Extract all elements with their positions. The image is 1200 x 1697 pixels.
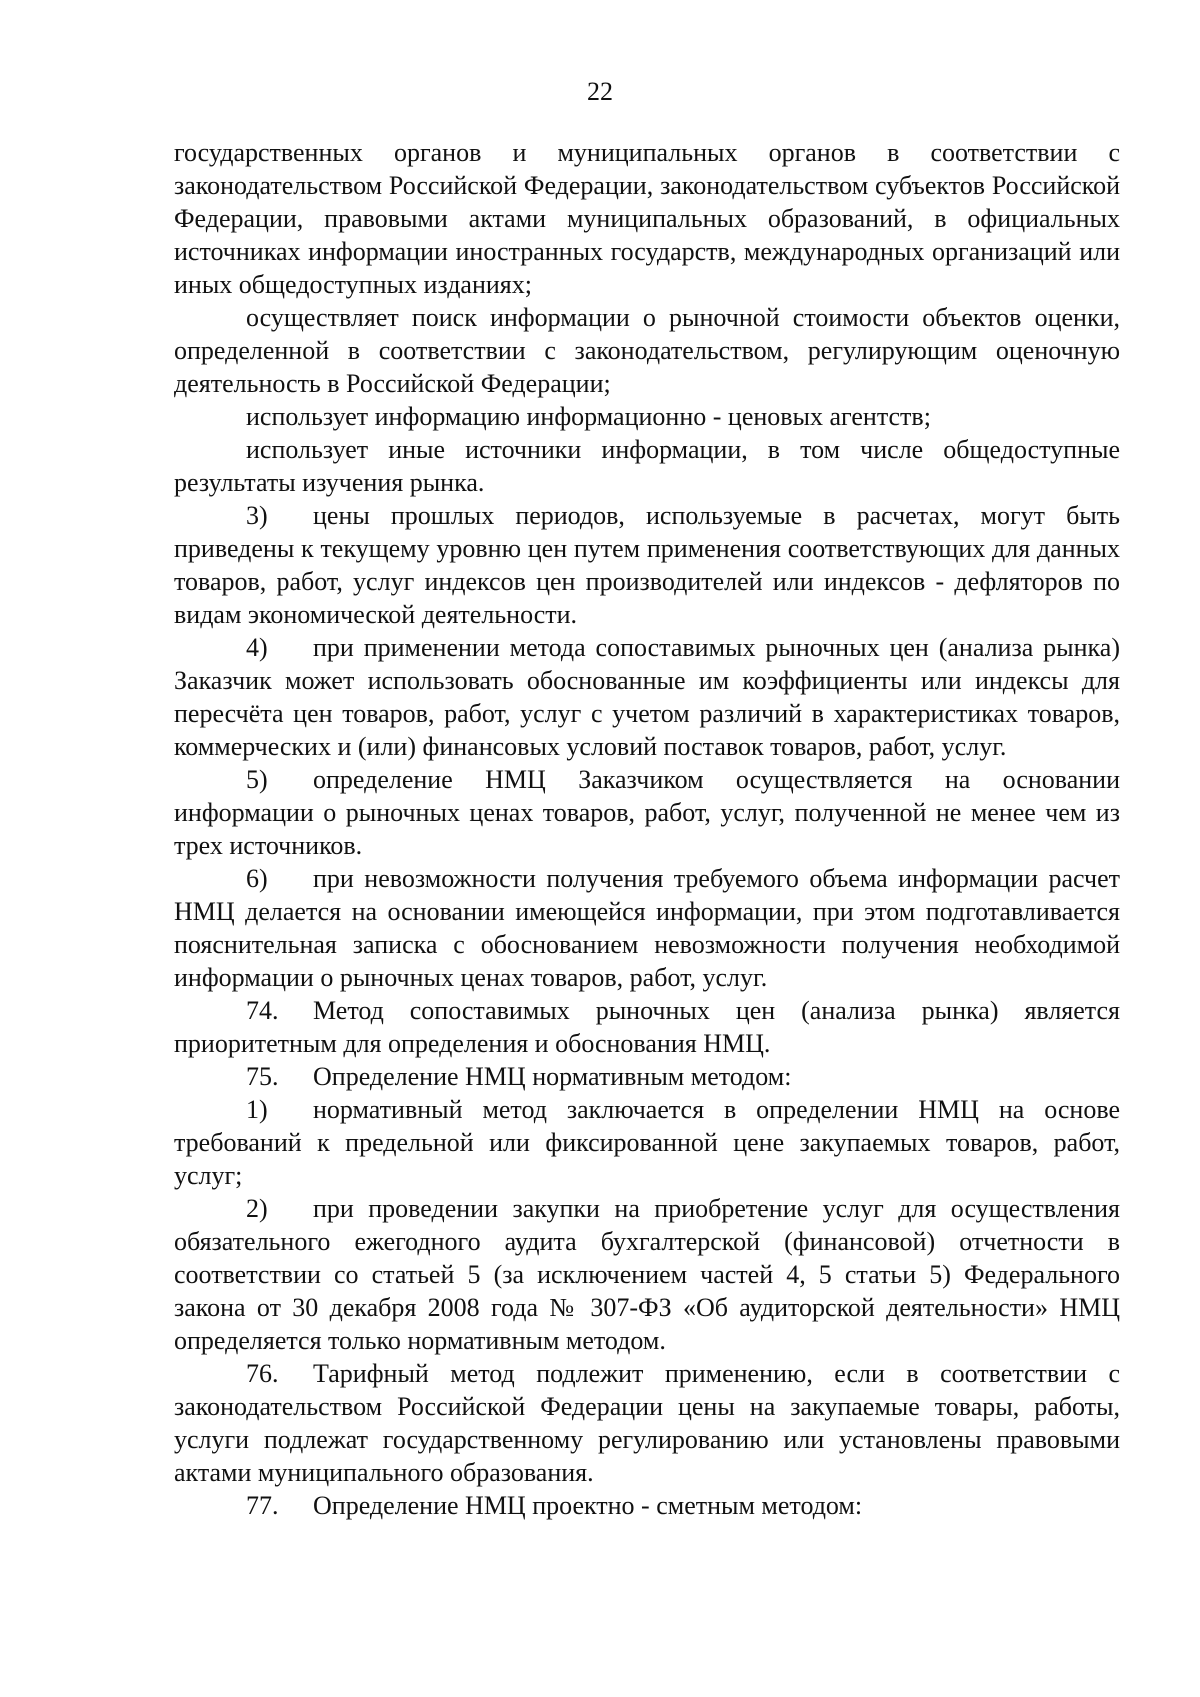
paragraph-continuation bbox=[174, 136, 1120, 301]
item-number: 74. bbox=[246, 996, 279, 1025]
numbered-paragraph bbox=[174, 1192, 1120, 1357]
page-number: 22 bbox=[587, 77, 613, 106]
paragraph-text: при невозможности получения требуемого объема информации расчет НМЦ делается на основании имеющейся информации, при этом подготавливается пояснительная записка с обоснованием невозможности получения необходимой информации о рыночных ценах товаров, работ, услуг. bbox=[174, 864, 1120, 992]
item-number: 5) bbox=[246, 765, 268, 794]
numbered-paragraph bbox=[174, 1093, 1120, 1192]
numbered-paragraph bbox=[174, 763, 1120, 862]
numbered-paragraph bbox=[174, 499, 1120, 631]
paragraph-text: государственных органов и муниципальных органов в соответствии с законодательством Российской Федерации, законодательством субъектов Российской Федерации, правовыми актами муниципальных образований, в официальных источниках информации иностранных государств, международных организаций или иных общедоступных изданиях; bbox=[174, 138, 1120, 299]
numbered-paragraph bbox=[174, 1357, 1120, 1489]
paragraph-text: Определение НМЦ нормативным методом: bbox=[313, 1062, 792, 1091]
item-number: 77. bbox=[246, 1491, 279, 1520]
item-number: 1) bbox=[246, 1095, 268, 1124]
paragraph-text: использует информацию информационно - ценовых агентств; bbox=[246, 402, 931, 431]
document-body bbox=[174, 136, 1120, 1522]
numbered-paragraph bbox=[174, 1489, 1120, 1522]
numbered-paragraph bbox=[174, 631, 1120, 763]
numbered-paragraph bbox=[174, 1060, 1120, 1093]
paragraph-text: определение НМЦ Заказчиком осуществляется на основании информации о рыночных ценах товаров, работ, услуг, полученной не менее чем из трех источников. bbox=[174, 765, 1120, 860]
paragraph bbox=[174, 400, 1120, 433]
paragraph-text: при проведении закупки на приобретение услуг для осуществления обязательного ежегодного аудита бухгалтерской (финансовой) отчетности в соответствии со статьей 5 (за исключением частей 4, 5 статьи 5) Федерального закона от 30 декабря 2008 года № 307-ФЗ «Об аудиторской деятельности» НМЦ определяется только нормативным методом. bbox=[174, 1194, 1120, 1355]
paragraph-text: Тарифный метод подлежит применению, если в соответствии с законодательством Российской Федерации цены на закупаемые товары, работы, услуги подлежат государственному регулированию или установлены правовыми актами муниципального образования. bbox=[174, 1359, 1120, 1487]
numbered-paragraph bbox=[174, 862, 1120, 994]
paragraph-text: цены прошлых периодов, используемые в расчетах, могут быть приведены к текущему уровню цен путем применения соответствующих для данных товаров, работ, услуг индексов цен производителей или индексов - дефляторов по видам экономической деятельности. bbox=[174, 501, 1120, 629]
item-number: 3) bbox=[246, 501, 268, 530]
paragraph-text: Метод сопоставимых рыночных цен (анализа рынка) является приоритетным для определения и обоснования НМЦ. bbox=[174, 996, 1120, 1058]
item-number: 75. bbox=[246, 1062, 279, 1091]
paragraph-text: использует иные источники информации, в том числе общедоступные результаты изучения рынка. bbox=[174, 435, 1120, 497]
paragraph-text: Определение НМЦ проектно - сметным методом: bbox=[313, 1491, 863, 1520]
item-number: 4) bbox=[246, 633, 268, 662]
paragraph-text: осуществляет поиск информации о рыночной стоимости объектов оценки, определенной в соответствии с законодательством, регулирующим оценочную деятельность в Российской Федерации; bbox=[174, 303, 1120, 398]
item-number: 2) bbox=[246, 1194, 268, 1223]
item-number: 6) bbox=[246, 864, 268, 893]
numbered-paragraph bbox=[174, 994, 1120, 1060]
paragraph-text: при применении метода сопоставимых рыночных цен (анализа рынка) Заказчик может использовать обоснованные им коэффициенты или индексы для пересчёта цен товаров, работ, услуг с учетом различий в характеристиках товаров, коммерческих и (или) финансовых условий поставок товаров, работ, услуг. bbox=[174, 633, 1120, 761]
paragraph-text: нормативный метод заключается в определении НМЦ на основе требований к предельной или фиксированной цене закупаемых товаров, работ, услуг; bbox=[174, 1095, 1120, 1190]
paragraph bbox=[174, 433, 1120, 499]
paragraph bbox=[174, 301, 1120, 400]
item-number: 76. bbox=[246, 1359, 279, 1388]
